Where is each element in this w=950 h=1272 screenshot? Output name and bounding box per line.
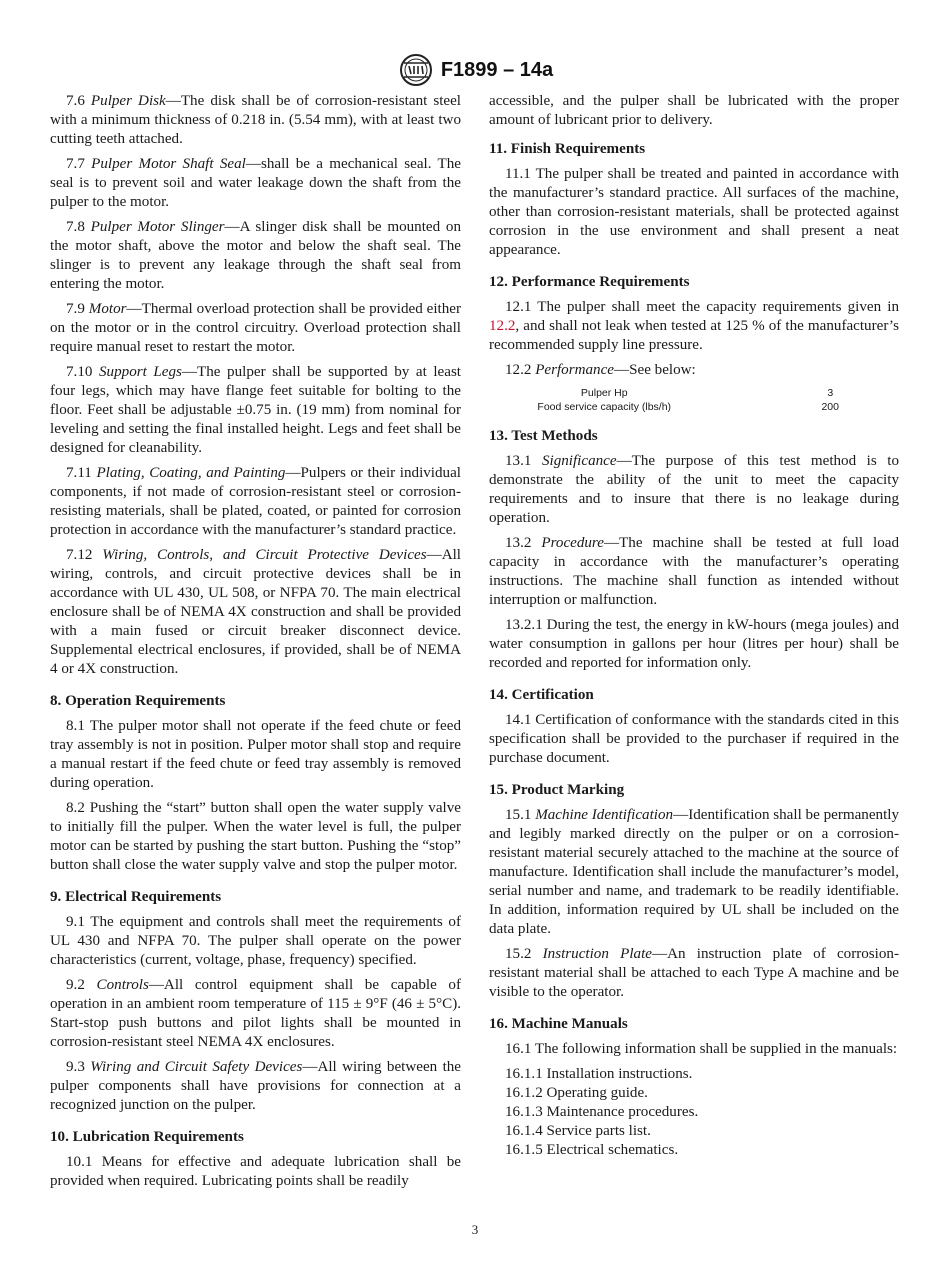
paragraph-11-1: 11.1 The pulper shall be treated and painted in accordance with the manufacturer’s standard practice. All surfaces of the machine, other than corrosion-resistant materials, shall be protected against corrosion in the use environment and shall present a neat appearance. (489, 166, 899, 258)
astm-logo-icon (397, 53, 435, 87)
paragraph-13-2: 13.2 Procedure—The machine shall be tested at full load capacity in accordance with the manufacturer’s operating instructions. The machine shall function as intended without interruption or malfunction. (489, 535, 900, 608)
list-item: 16.1.3 Maintenance procedures. (505, 1104, 699, 1120)
page-number: 3 (471, 1222, 479, 1237)
section-heading-15: 15. Product Marking (489, 782, 625, 798)
section-12-2-link[interactable]: 12.2 (489, 318, 516, 334)
paragraph-12-2: 12.2 Performance—See below: (505, 362, 696, 378)
paragraph-8-1: 8.1 The pulper motor shall not operate if the feed chute or feed tray assembly is not in position. Pulper motor shall stop and require a manual restart if the feed chute or feed tray assembly is removed during operation. (50, 718, 461, 791)
list-item: 16.1.4 Service parts list. (505, 1123, 651, 1139)
paragraph-9-1: 9.1 The equipment and controls shall meet the requirements of UL 430 and NFPA 70. The pulper shall operate on the power characteristics (current, voltage, phase, frequency) specified. (50, 914, 461, 968)
paragraph-7-9: 7.9 Motor—Thermal overload protection shall be provided either on the motor or in the control circuitry. Overload protection shall require manual reset to restart the motor. (50, 301, 462, 355)
left-column (50, 92, 461, 1197)
paragraph-7-12: 7.12 Wiring, Controls, and Circuit Protective Devices—All wiring, controls, and circuit protective devices shall be in accordance with UL 430, UL 508, or NFPA 70. The main electrical enclosure shall be of NEMA 4X construction and shall be provided with a main fused or circuit breaker disconnect device. Supplemental electrical enclosures, if provided, shall be of NEMA 4 or 4X construction. (50, 547, 461, 677)
list-item: 16.1.2 Operating guide. (505, 1085, 648, 1101)
paragraph-13-1: 13.1 Significance—The purpose of this test method is to demonstrate the ability of the unit to meet the capacity requirements and to insure that there is no leakage during operation. (489, 453, 900, 526)
paragraph-10-1-continued: accessible, and the pulper shall be lubricated with the proper amount of lubricant prior to delivery. (489, 93, 899, 128)
list-item: 16.1.1 Installation instructions. (505, 1066, 693, 1082)
paragraph-15-2: 15.2 Instruction Plate—An instruction plate of corrosion-resistant material shall be attached to each Type A machine and be visible to the operator. (489, 946, 899, 1000)
section-heading-14: 14. Certification (489, 687, 594, 703)
section-heading-13: 13. Test Methods (489, 428, 598, 444)
right-column (489, 92, 899, 1160)
table-row (517, 400, 899, 414)
section-heading-12: 12. Performance Requirements (489, 274, 690, 290)
paragraph-16-1: 16.1 The following information shall be supplied in the manuals: (505, 1041, 898, 1057)
section-heading-11: 11. Finish Requirements (489, 141, 646, 157)
page-header (0, 50, 950, 90)
section-heading-10: 10. Lubrication Requirements (50, 1129, 244, 1145)
table-cell-label: Pulper Hp (580, 387, 628, 399)
section-heading-16: 16. Machine Manuals (489, 1016, 628, 1032)
table-cell-value: 3 (827, 387, 834, 399)
paragraph-7-10: 7.10 Support Legs—The pulper shall be supported by at least four legs, which may have flange feet suitable for bolting to the floor. Feet shall be adjustable ±0.75 in. (19 mm) from nominal for leveling and setting the final installed height. Legs and feet shall be designed for cleanability. (50, 364, 462, 456)
paragraph-13-2-1: 13.2.1 During the test, the energy in kW-hours (mega joules) and water consumption in gallons per hour (litres per hour) shall be recorded and reported for information only. (489, 617, 899, 671)
performance-table (517, 386, 899, 414)
section-heading-8: 8. Operation Requirements (50, 693, 226, 709)
paragraph-7-8: 7.8 Pulper Motor Slinger—A slinger disk shall be mounted on the motor shaft, above the motor and below the shaft seal. The slinger is to prevent any leakage through the shaft seal from entering the motor. (50, 219, 461, 292)
paragraph-14-1: 14.1 Certification of conformance with the standards cited in this specification shall be provided to the purchaser if required in the purchase document. (489, 712, 899, 766)
section-heading-9: 9. Electrical Requirements (50, 889, 222, 905)
paragraph-7-11: 7.11 Plating, Coating, and Painting—Pulpers or their individual components, if not made of corrosion-resistant steel or corrosion-resisting materials, shall be plated, coated, or painted for corrosion protection in accordance with the manufacturer’s standard practice. (50, 465, 461, 538)
table-cell-value: 200 (821, 401, 839, 413)
paragraph-12-1: 12.1 The pulper shall meet the capacity requirements given in 12.2, and shall not leak when tested at 125 % of the manufacturer’s recommended supply line pressure. (489, 299, 899, 353)
paragraph-10-1: 10.1 Means for effective and adequate lubrication shall be provided when required. Lubricating points shall be readily (50, 1154, 461, 1189)
paragraph-8-2: 8.2 Pushing the “start” button shall open the water supply valve to initially fill the pulper. When the water level is full, the pulper motor can be started by pushing the start button. Pushing the “stop” button shall close the water supply valve and stop the pulper motor. (50, 800, 461, 873)
paragraph-9-2: 9.2 Controls—All control equipment shall be capable of operation in an ambient room temperature of 115 ± 9°F (46 ± 5°C). Start-stop push buttons and pilot lights shall be mounted in corrosion-resistant steel NEMA 4X enclosures. (50, 977, 462, 1050)
paragraph-15-1: 15.1 Machine Identification—Identification shall be permanently and legibly marked directly on the pulper or on a corrosion-resistant material securely attached to the machine at the source of manufacture. Identification shall include the manufacturer’s model, serial number and name, and trademark to be readily identifiable. In addition, information required by UL shall be included on the data plate. (489, 807, 900, 937)
paragraph-9-3: 9.3 Wiring and Circuit Safety Devices—All wiring between the pulper components shall have provisions for connection at a recognized junction on the pulper. (50, 1059, 462, 1113)
table-cell-label: Food service capacity (lbs/h) (537, 401, 672, 413)
table-row (517, 386, 899, 400)
paragraph-7-7: 7.7 Pulper Motor Shaft Seal—shall be a mechanical seal. The seal is to prevent soil and water leakage down the shaft from the pulper to the motor. (50, 156, 461, 210)
paragraph-7-6: 7.6 Pulper Disk—The disk shall be of corrosion-resistant steel with a minimum thickness of 0.218 in. (5.54 mm), with at least two cutting teeth attached. (50, 93, 462, 147)
list-item: 16.1.5 Electrical schematics. (505, 1142, 679, 1158)
standard-designation: F1899 – 14a (440, 58, 554, 81)
